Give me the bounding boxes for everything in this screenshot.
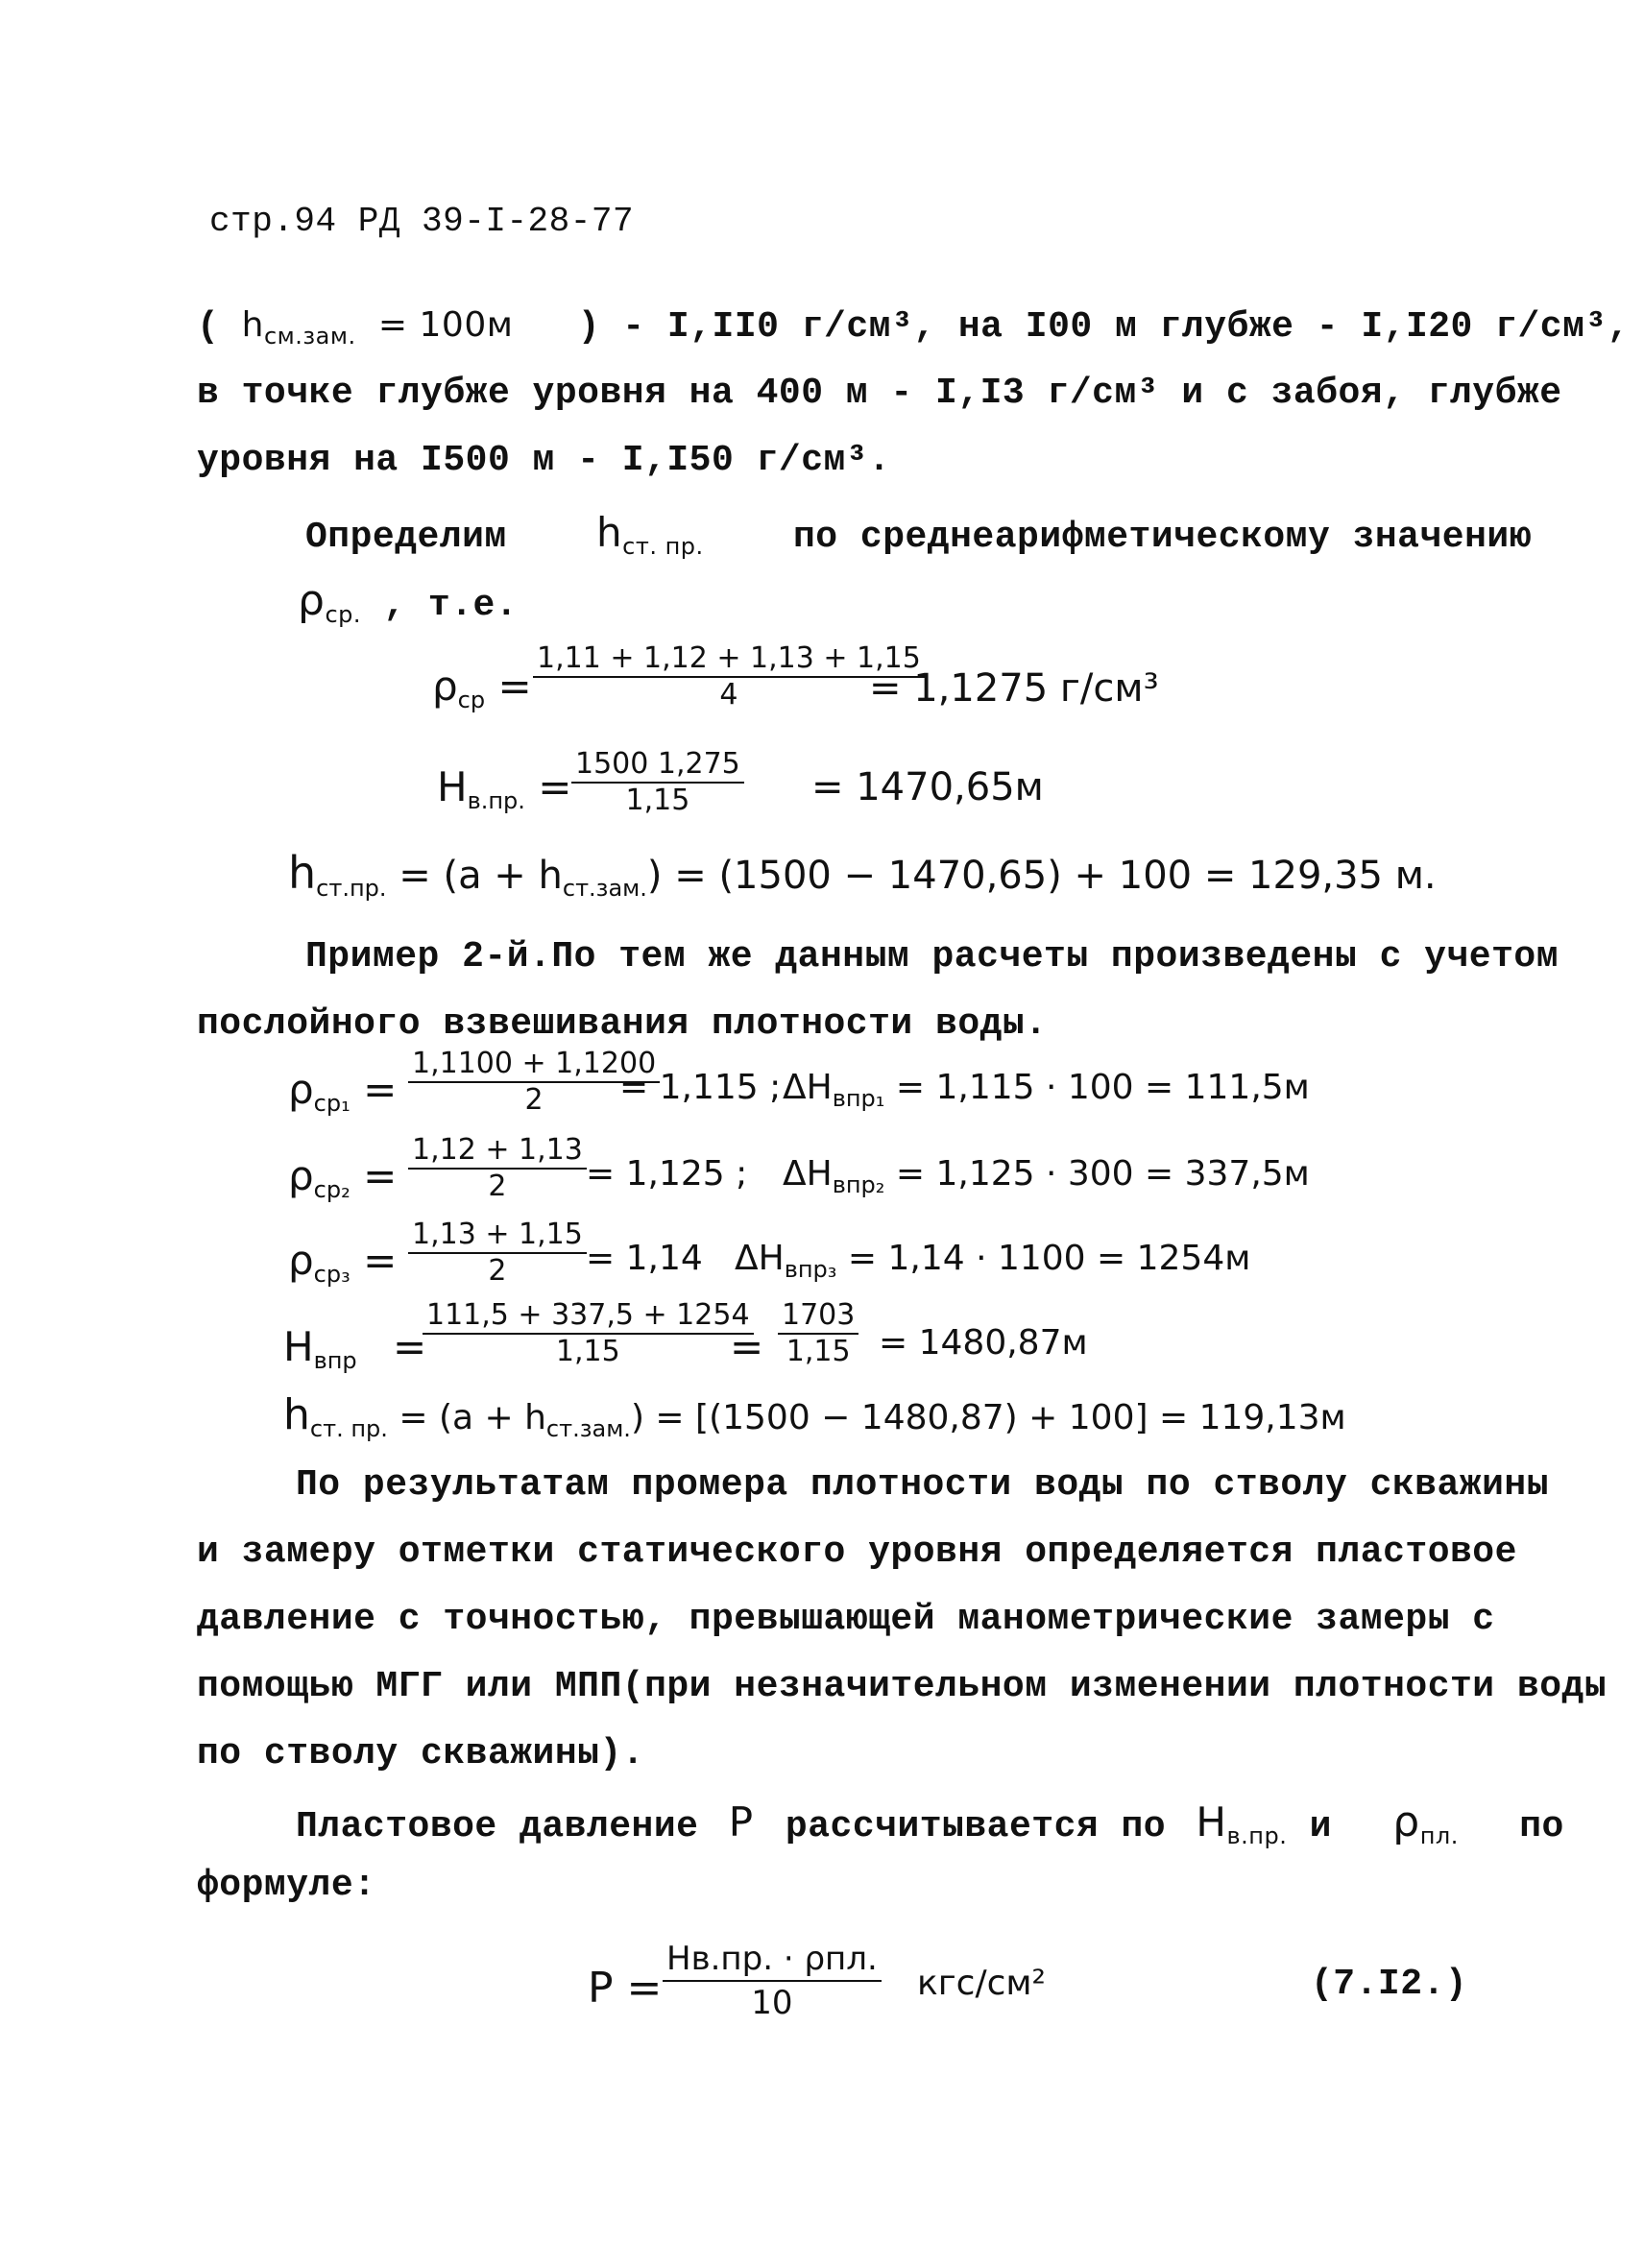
- pressure-line-1: Пластовое давление P рассчитывается по $H_{в.пр.}$ и $\rho_{пл.}$ по: [296, 1798, 1564, 1849]
- final-fraction: Hв.пр. · ρпл. 10: [663, 1938, 882, 2024]
- final-unit: кгс/см²: [917, 1964, 1046, 2003]
- calc2-fraction: $\frac{1,12 + 1,13}{2}$: [408, 1133, 587, 1204]
- results-line-4: помощью МГГ или МПП(при незначительном изменении плотности воды: [197, 1666, 1608, 1707]
- results-line-2: и замеру отметки статического уровня определяется пластовое: [197, 1532, 1517, 1573]
- hvnp-fraction-1: $\frac{111,5 + 337,5 + 1254}{1,15}$: [423, 1298, 754, 1369]
- calc2-result: = 1,125 ;: [586, 1154, 748, 1194]
- calc3-fraction: $\frac{1,13 + 1,15}{2}$: [408, 1218, 587, 1289]
- calc2-lhs: $\rho_{ср_2}$ =: [288, 1152, 398, 1203]
- results-line-5: по стволу скважины).: [197, 1733, 645, 1774]
- calc1-dh: $\Delta H_{впр_1} = 1,115 \cdot 100 = 111,5м$: [783, 1068, 1310, 1112]
- hvnp-lhs: $H_{впр}$ =: [283, 1323, 427, 1374]
- pressure-line-2: формуле:: [197, 1865, 376, 1906]
- example2-line-2: послойного взвешивания плотности воды.: [197, 1003, 1048, 1045]
- equation-number: (7.I2.): [1311, 1964, 1468, 2005]
- intro-line-2: в точке глубже уровня на 400 м - I,I3 г/см³ и с забоя, глубже: [197, 373, 1562, 414]
- eq1-result: = 1,1275 г/см³: [869, 666, 1159, 711]
- eq1-fraction: $\frac{1,11 + 1,12 + 1,13 + 1,15}{4}$: [533, 641, 925, 712]
- eq2-lhs: $H_{в.пр.}$ =: [437, 763, 572, 814]
- calc3-lhs: $\rho_{ср_3}$ =: [288, 1237, 398, 1288]
- calc2-dh: $\Delta H_{впр_2} = 1,125 \cdot 300 = 337,5м$: [783, 1154, 1310, 1198]
- calc1-lhs: $\rho_{ср_1}$ =: [288, 1066, 398, 1117]
- h-symbol: h: [241, 305, 264, 345]
- eq1-lhs: $\rho_{ср}$ =: [432, 663, 532, 713]
- eq2-fraction: $\frac{1500 1,275}{1,15}$: [571, 747, 744, 818]
- hst-line: $h_{ст. пр.} = (a + h_{ст.зам.}) = [(1500 - 1480,87) + 100] = 119,13м$: [283, 1390, 1346, 1442]
- eq3-line: $h_{ст.пр.} = (a + h_{ст.зам.}) = (1500 - 1470,65) + 100 = 129,35$ м.: [288, 847, 1437, 902]
- define-rho-line: $\rho_{ср.}$ , т.е.: [298, 576, 519, 628]
- calc1-result: = 1,115 ;: [619, 1068, 782, 1107]
- results-line-1: По результатам промера плотности воды по стволу скважины: [296, 1464, 1550, 1506]
- hvnp-eq2: =: [730, 1323, 764, 1370]
- intro-line-1: ( $h_{см.зам.} = 100м$ ) - I,II0 г/см³, на I00 м глубже - I,I20 г/см³,: [197, 305, 1630, 350]
- page-reference: стр.94 РД 39-I-28-77: [209, 202, 635, 241]
- hvnp-result: = 1480,87м: [879, 1323, 1088, 1363]
- eq2-result: = 1470,65м: [811, 765, 1044, 809]
- intro-line-3: уровня на I500 м - I,I50 г/см³.: [197, 440, 891, 481]
- results-line-3: давление с точностью, превышающей манометрические замеры с: [197, 1599, 1495, 1640]
- calc1-fraction: $\frac{1,1100 + 1,1200}{2}$: [408, 1047, 660, 1118]
- example2-line-1: Пример 2-й.По тем же данным расчеты произведены с учетом: [305, 936, 1559, 977]
- final-lhs: P =: [588, 1964, 663, 2013]
- calc3-result: = 1,14: [586, 1239, 703, 1278]
- hvnp-fraction-2: $\frac{1703}{1,15}$: [778, 1298, 858, 1369]
- calc3-dh: $\Delta H_{впр_3} = 1,14 \cdot 1100 = 1254м$: [735, 1239, 1251, 1283]
- define-line: Определим $h_{ст. пр.}$ по среднеарифметическому значению: [305, 509, 1533, 560]
